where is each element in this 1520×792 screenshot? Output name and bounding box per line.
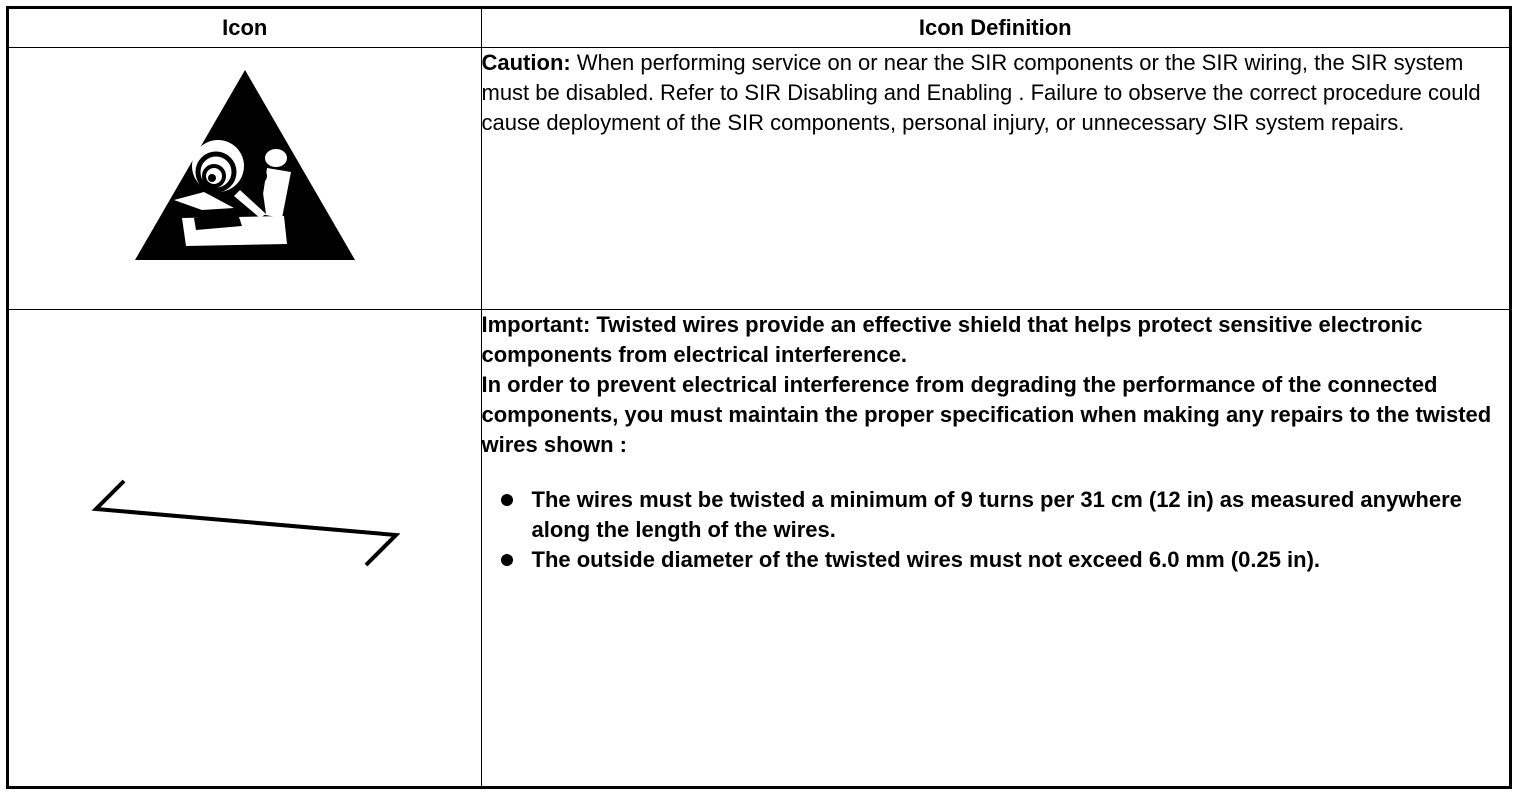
twisted-wire-icon (9, 500, 481, 596)
icon-cell (9, 310, 481, 787)
icon-cell (9, 48, 481, 310)
list-item-text: The wires must be twisted a minimum of 9 turns per 31 cm (12 in) as measured anywhere along the length of the wires. (531, 487, 1462, 542)
list-item (482, 545, 1510, 575)
definition-column-header: Icon Definition (481, 9, 1509, 48)
airbag-sir-warning-triangle-icon (9, 82, 481, 276)
list-item (482, 485, 1510, 545)
specification-list (482, 485, 1510, 575)
important-paragraph: In order to prevent electrical interference from degrading the performance of the connected components, you must maintain the proper specification when making any repairs to the twisted wires shown : (481, 372, 1492, 457)
icon-definition-sheet (6, 6, 1512, 789)
bullet-icon (501, 494, 513, 506)
list-item-text: The outside diameter of the twisted wires must not exceed 6.0 mm (0.25 in). (531, 547, 1321, 572)
caution-text: When performing service on or near the SIR components or the SIR wiring, the SIR system must be disabled. Refer to SIR Disabling and Enabling . Failure to observe the correct procedure could cause deployment of the SIR components, personal injury, or unnecessary SIR system repairs. (481, 50, 1481, 135)
caution-definition-cell (481, 48, 1509, 310)
important-paragraph: Important: Twisted wires provide an effective shield that helps protect sensitive electronic components from electrical interference. (481, 312, 1423, 367)
icon-column-header: Icon (9, 9, 481, 48)
bullet-icon (501, 554, 513, 566)
important-definition-cell (481, 310, 1509, 787)
table-row (9, 310, 1509, 787)
caution-prefix: Caution: (481, 50, 571, 75)
icon-definition-table (9, 9, 1509, 786)
table-row (9, 48, 1509, 310)
table-header-row (9, 9, 1509, 48)
